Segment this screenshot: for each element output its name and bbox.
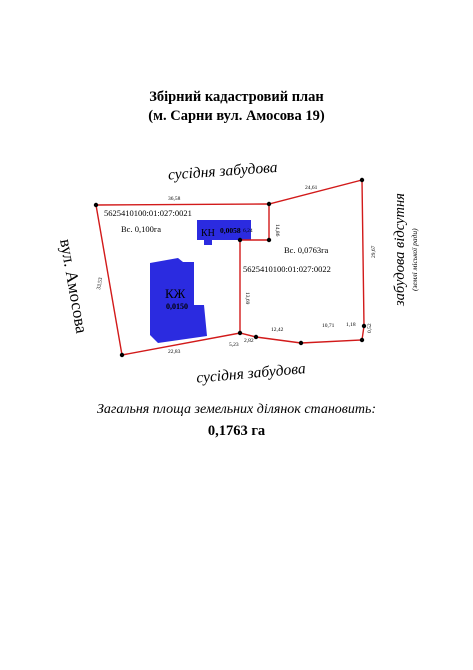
title-line-1: Збірний кадастровий план	[149, 89, 324, 105]
neighbour-right-sub: (землі міської ради)	[410, 228, 419, 291]
total-area-value: 0,1763 га	[207, 423, 266, 439]
building-kn-porch	[204, 240, 212, 245]
kn-code: КН	[201, 228, 215, 239]
parcel1-number: 5625410100:01:027:0021	[104, 208, 192, 218]
neighbour-bottom: сусідня забудова	[195, 360, 307, 387]
dim-middle-vertical-upper: 14,86	[274, 224, 280, 237]
kzh-area: 0,0150	[166, 302, 188, 311]
dim-bottom-d: 10,71	[322, 323, 335, 329]
dim-middle-upper: 6,24	[243, 228, 253, 234]
dim-bottom-b: 2,82	[244, 338, 254, 344]
parcel2-area: Вс. 0,0763га	[284, 245, 329, 255]
dim-left: 33,53	[96, 277, 105, 291]
neighbour-top: сусідня забудова	[167, 159, 279, 184]
neighbour-right: забудова відсутня	[392, 193, 408, 306]
dim-middle-vertical-lower: 13,69	[244, 292, 250, 305]
dim-bottom-left: 22,83	[168, 349, 181, 355]
title-line-2: (м. Сарни вул. Амосова 19)	[148, 108, 325, 124]
dim-top-right: 24,61	[305, 185, 318, 191]
kn-area: 0,0058	[220, 226, 241, 235]
dim-right: 29,67	[371, 245, 377, 258]
dim-bottom-c: 12,42	[271, 327, 284, 333]
street-left: вул. Амосова	[56, 237, 92, 335]
dim-bottom-e: 1,18	[346, 322, 356, 328]
kzh-code: КЖ	[165, 286, 186, 301]
parcel1-area: Вс. 0,100га	[121, 224, 162, 234]
parcel2-number: 5625410100:01:027:0022	[243, 264, 331, 274]
dim-bottom-a: 5,23	[229, 342, 239, 348]
total-area-label: Загальня площа земельних ділянок становить:	[96, 402, 376, 417]
dim-top-left: 36,58	[168, 196, 181, 202]
dim-bottom-corner: 0,52	[367, 323, 373, 333]
